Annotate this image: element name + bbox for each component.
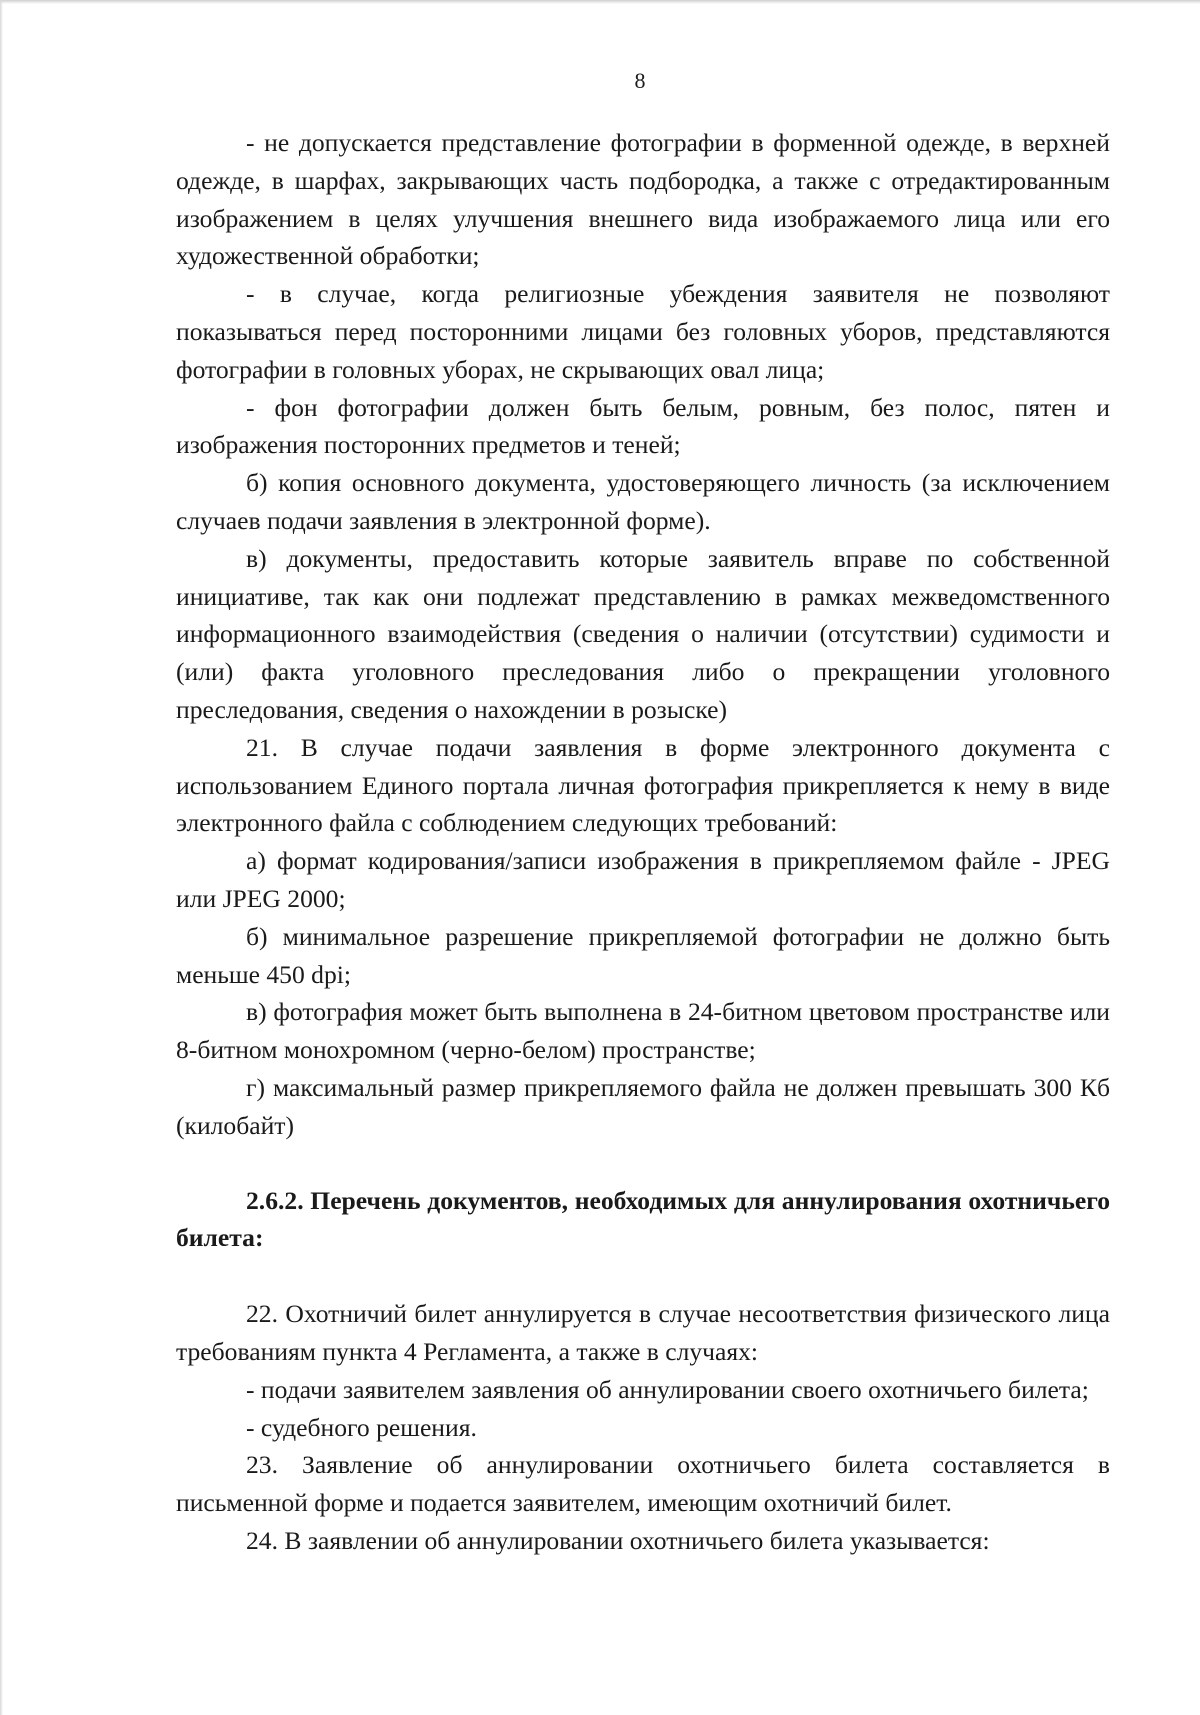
paragraph-file-size: г) максимальный размер прикрепляемого файла не должен превышать 300 Кб (килобайт) [176,1072,1110,1140]
paragraph-court-decision: - судебного решения. [246,1412,477,1442]
paragraph-color-space: в) фотография может быть выполнена в 24-битном цветовом пространстве или 8-битном монохромном (черно-белом) пространстве; [176,997,1110,1065]
paragraph-file-format: а) формат кодирования/записи изображения в прикрепляемом файле - JPEG или JPEG 2000; [176,846,1110,913]
paragraph-own-application: - подачи заявителем заявления об аннулировании своего охотничьего билета; [246,1374,1089,1404]
paragraph-22: 22. Охотничий билет аннулируется в случае несоответствия физического лица требованиям пункта 4 Регламента, а также в случаях: [176,1299,1110,1366]
paragraph-21: 21. В случае подачи заявления в форме электронного документа с использованием Единого портала личная фотография прикрепляется к нему в виде электронного файла с соблюдением следующих требований: [176,732,1110,838]
section-heading: 2.6.2. Перечень документов, необходимых для аннулирования охотничьего билета: [176,1185,1110,1253]
paragraph-photo-headwear: - в случае, когда религиозные убеждения заявителя не позволяют показываться перед посторонними лицами без головных уборов, представляются фотографии в головных уборах, не скрывающих овал лица; [176,279,1110,384]
paragraph-interagency-documents: в) документы, предоставить которые заявитель вправе по собственной инициативе, так как они подлежат представлению в рамках межведомственного информационного взаимодействия (сведения о наличии (отсутствии) судимости и (или) факта уголовного преследования либо о прекращении уголовного преследования, сведения о нахождении в розыске) [176,543,1110,724]
scan-edge-left [0,0,3,1715]
paragraph-photo-clothing: - не допускается представление фотографии в форменной одежде, в верхней одежде, в шарфах, закрывающих часть подбородка, а также с отредактированным изображением в целях улучшения внешнего вида изображаемого лица или его художественной обработки; [176,128,1110,271]
paragraph-photo-background: - фон фотографии должен быть белым, ровным, без полос, пятен и изображения посторонних предметов и теней; [176,392,1110,460]
paragraph-24: 24. В заявлении об аннулировании охотничьего билета указывается: [246,1525,990,1555]
paragraph-23: 23. Заявление об аннулировании охотничьего билета составляется в письменной форме и подается заявителем, имеющим охотничий билет. [176,1450,1110,1518]
scan-edge-top [0,0,1200,4]
page-number: 8 [634,68,646,93]
paragraph-identity-document: б) копия основного документа, удостоверяющего личность (за исключением случаев подачи заявления в электронной форме). [176,468,1110,535]
document-body [176,124,1110,1560]
paragraph-resolution: б) минимальное разрешение прикрепляемой фотографии не должно быть меньше 450 dpi; [176,921,1110,989]
